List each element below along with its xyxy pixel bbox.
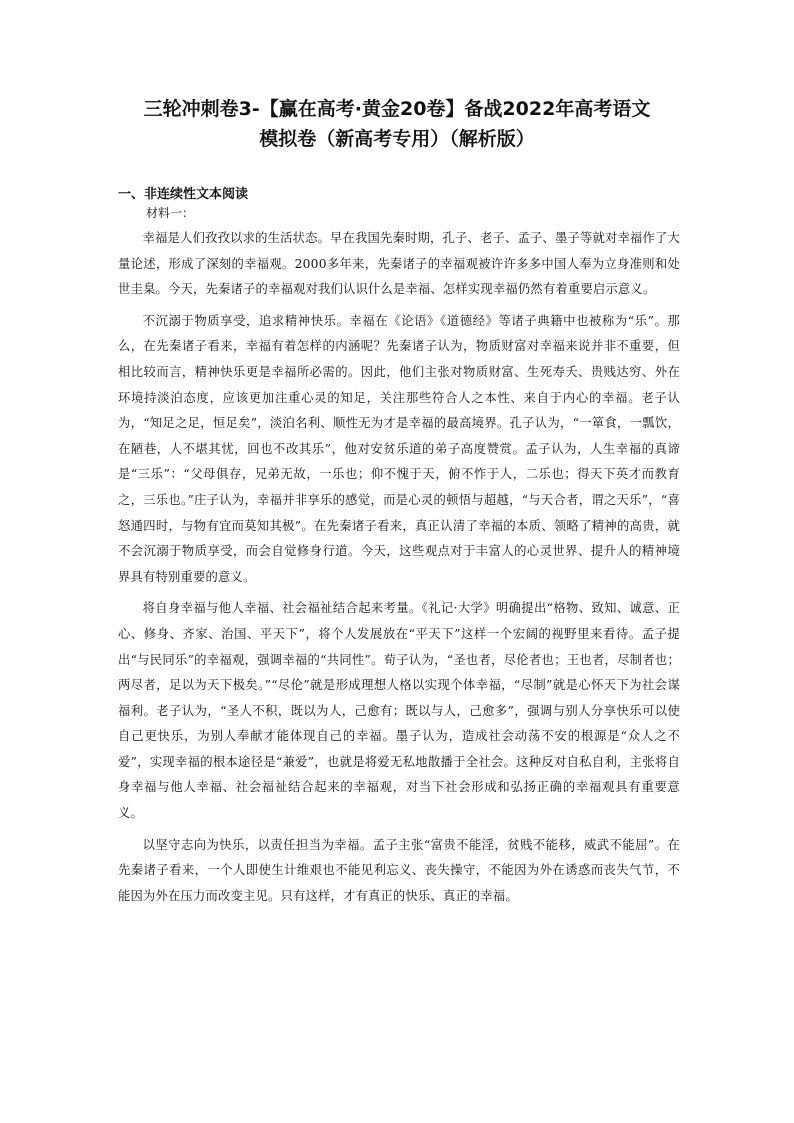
paragraph-3: 将自身幸福与他人幸福、社会福祉结合起来考量。《礼记·大学》明确提出“格物、致知、诚意、正心、修身、齐家、治国、平天下”，将个人发展放在“平天下”这样一个宏阔的视野里来看待。孟子提出“与民同乐”的幸福观，强调幸福的“共同性”。荀子认为，“圣也者，尽伦者也；王也者，尽制者也；两尽者，足以为天下极矣。”“尽伦”就是形成理想人格以实现个体幸福，“尽制”就是心怀天下为社会谋福利。老子认为，“圣人不积，既以为人，己愈有；既以与人，己愈多”，强调与别人分享快乐可以使自己更快乐，为别人奉献才能体现自己的幸福。墨子认为，造成社会动荡不安的根源是“众人之不爱”，实现幸福的根本途径是“兼爱”，也就是将爱无私地散播于全社会。这种反对自私自利，主张将自身幸福与他人幸福、社会福祉结合起来的幸福观，对当下社会形成和弘扬正确的幸福观具有重要意义。	[118, 601, 680, 821]
document-title	[100, 94, 694, 154]
paragraph-4: 以坚守志向为快乐，以责任担当为幸福。孟子主张“富贵不能淫，贫贱不能移，威武不能屈”。在先秦诸子看来，一个人即使生计维艰也不能见利忘义、丧失操守，不能因为外在诱惑而丧失气节，不能因为外在压力而改变主见。只有这样，才有真正的快乐、真正的幸福。	[118, 837, 680, 903]
material-label: 材料一：	[146, 206, 195, 220]
paragraph-1: 幸福是人们孜孜以求的生活状态。早在我国先秦时期，孔子、老子、孟子、墨子等就对幸福作了大量论述，形成了深刻的幸福观。2000多年来，先秦诸子的幸福观被许许多多中国人奉为立身准则和处世圭臬。今天，先秦诸子的幸福观对我们认识什么是幸福、怎样实现幸福仍然有着重要启示意义。	[118, 231, 680, 297]
title-line-2: 模拟卷（新高考专用）（解析版）	[259, 128, 535, 150]
body-text	[118, 226, 680, 915]
section-heading: 一、非连续性文本阅读	[118, 187, 249, 202]
paragraph-2: 不沉溺于物质享受，追求精神快乐。幸福在《论语》《道德经》等诸子典籍中也被称为“乐”。那么，在先秦诸子看来，幸福有着怎样的内涵呢？先秦诸子认为，物质财富对幸福来说并非不重要，但相比较而言，精神快乐更是幸福所必需的。因此，他们主张对物质财富、生死寿夭、贵贱达穷、外在环境持淡泊态度，应该更加注重心灵的知足，关注那些符合人之本性、来自于内心的幸福。老子认为，“知足之足，恒足矣”，淡泊名利、顺性无为才是幸福的最高境界。孔子认为，“一箪食，一瓢饮，在陋巷，人不堪其忧，回也不改其乐”，他对安贫乐道的弟子高度赞赏。孟子认为，人生幸福的真谛是“三乐”：“父母俱存，兄弟无故，一乐也；仰不愧于天，俯不怍于人，二乐也；得天下英才而教育之，三乐也。”庄子认为，幸福并非享乐的感觉，而是心灵的顿悟与超越，“与天合者，谓之天乐”，“喜怒通四时，与物有宜而莫知其极”。在先秦诸子看来，真正认清了幸福的本质、领略了精神的高贵，就不会沉溺于物质享受，而会自觉修身行道。今天，这些观点对于丰富人的心灵世界、提升人的精神境界具有特别重要的意义。	[118, 313, 680, 584]
title-line-1: 三轮冲刺卷3-【赢在高考·黄金20卷】备战2022年高考语文	[143, 98, 651, 120]
